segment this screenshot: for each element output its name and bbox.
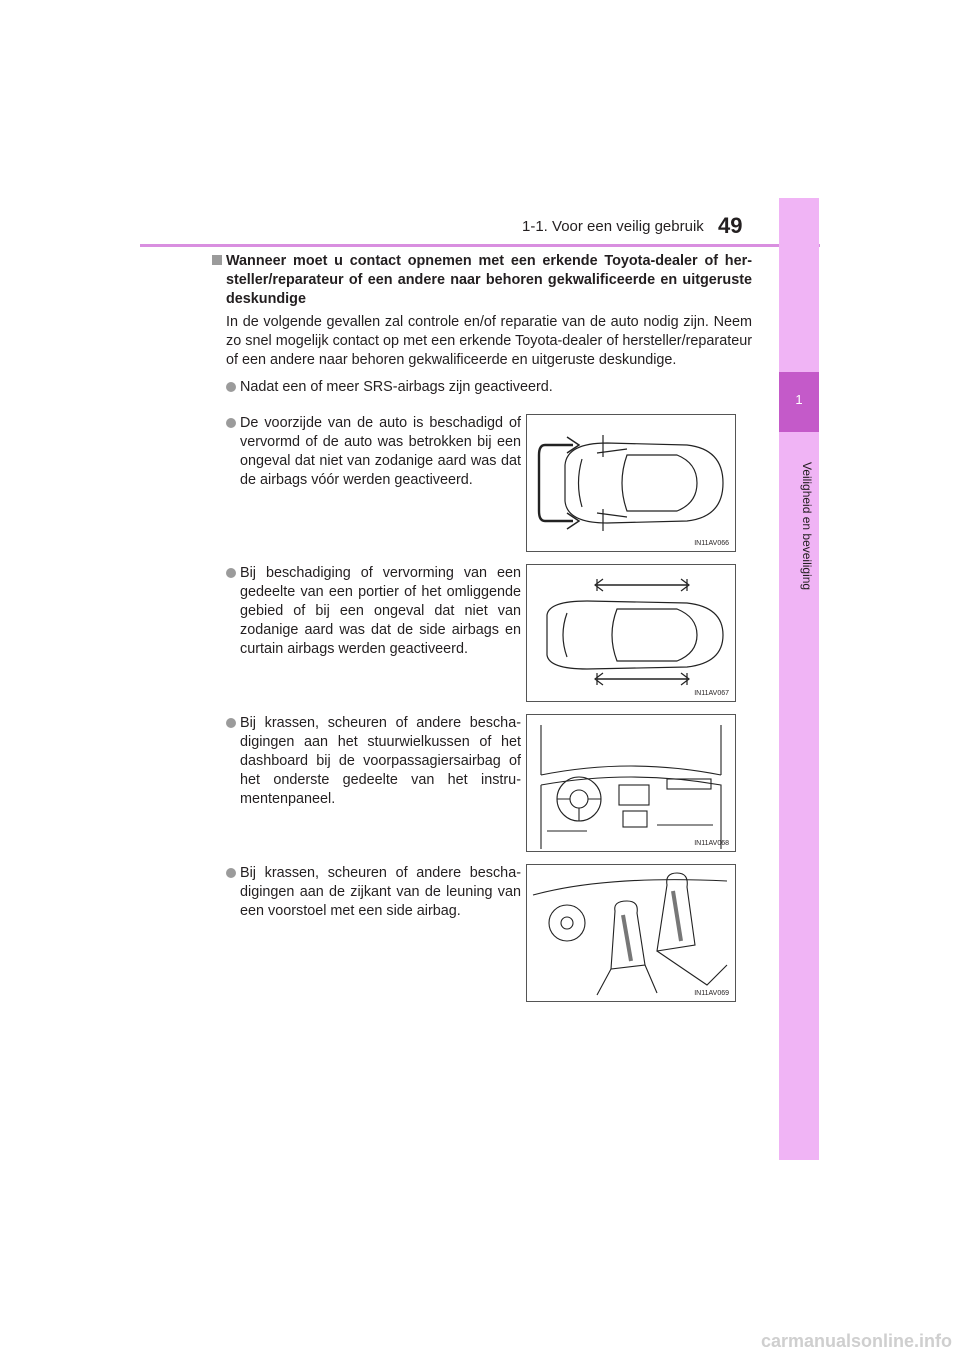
header-rule (140, 244, 820, 247)
section-content (212, 252, 752, 397)
figure-car-side (526, 564, 736, 702)
intro-paragraph: In de volgende gevallen zal controle en/of reparatie van de auto nodig zijn. Neem zo snel mogelijk contact op met een erkende Toyota-dealer of hersteller/reparateur of een andere naar behoren gekwalificeerde en uitgeruste deskundige. (226, 314, 752, 368)
round-bullet-icon (226, 382, 236, 392)
front-seats-icon (527, 865, 735, 1001)
square-bullet-icon (212, 255, 222, 265)
dashboard-icon (527, 715, 735, 851)
bullet-text: De voorzijde van de auto is beschadigd of vervormd of de auto was betrokken bij een ongeval dat niet van zodanige aard was dat de airbags vóór werden geactiveerd. (240, 415, 521, 488)
figure-code: IN11AV067 (694, 690, 729, 697)
section-title: 1-1. Voor een veilig gebruik (522, 218, 704, 235)
bullet-text: Bij beschadiging of vervorming van een gedeelte van een portier of het omliggende gebied of bij een ongeval dat niet van zodanige aard was dat de side airbags en curtain airbags werden geactiveerd. (240, 565, 521, 657)
bullet-item (226, 864, 521, 921)
item-side-damage (212, 564, 732, 697)
figure-code: IN11AV066 (694, 540, 729, 547)
item-dashboard-damage (212, 714, 732, 847)
round-bullet-icon (226, 418, 236, 428)
round-bullet-icon (226, 718, 236, 728)
figure-front-seats (526, 864, 736, 1002)
bullet-item (226, 414, 521, 490)
chapter-number: 1 (779, 372, 819, 432)
item-seat-damage (212, 864, 732, 997)
round-bullet-icon (226, 868, 236, 878)
car-front-damage-icon (527, 415, 735, 551)
watermark: carmanualsonline.info (760, 1331, 952, 1351)
item-front-damage (212, 414, 732, 547)
bullet-item (226, 714, 521, 809)
bullet-text: Bij krassen, scheuren of andere beschadigingen aan de zijkant van de leuning van een voorstoel met een side airbag. (240, 865, 521, 919)
figure-dashboard (526, 714, 736, 852)
bullet-item (226, 564, 521, 659)
bullet-text: Nadat een of meer SRS-airbags zijn geactiveerd. (240, 379, 553, 395)
page-number: 49 (718, 213, 743, 238)
car-side-damage-icon (527, 565, 735, 701)
section-heading (212, 252, 752, 309)
figure-code: IN11AV069 (694, 990, 729, 997)
bullet-text: Bij krassen, scheuren of andere beschadigingen aan het stuurwielkussen of het dashboard bij de voorpassagiersairbag of het onderste gedeelte van het instrumentenpaneel. (240, 715, 521, 807)
figure-code: IN11AV068 (694, 840, 729, 847)
chapter-side-tab (779, 198, 819, 1160)
bullet-item (226, 378, 752, 397)
section-heading-text: Wanneer moet u contact opnemen met een erkende Toyota-dealer of hersteller/reparateur of een andere naar behoren gekwalificeerde en uitgeruste deskundige (226, 253, 752, 307)
figure-car-front (526, 414, 736, 552)
chapter-label: Veiligheid en beveiliging (800, 462, 814, 591)
round-bullet-icon (226, 568, 236, 578)
